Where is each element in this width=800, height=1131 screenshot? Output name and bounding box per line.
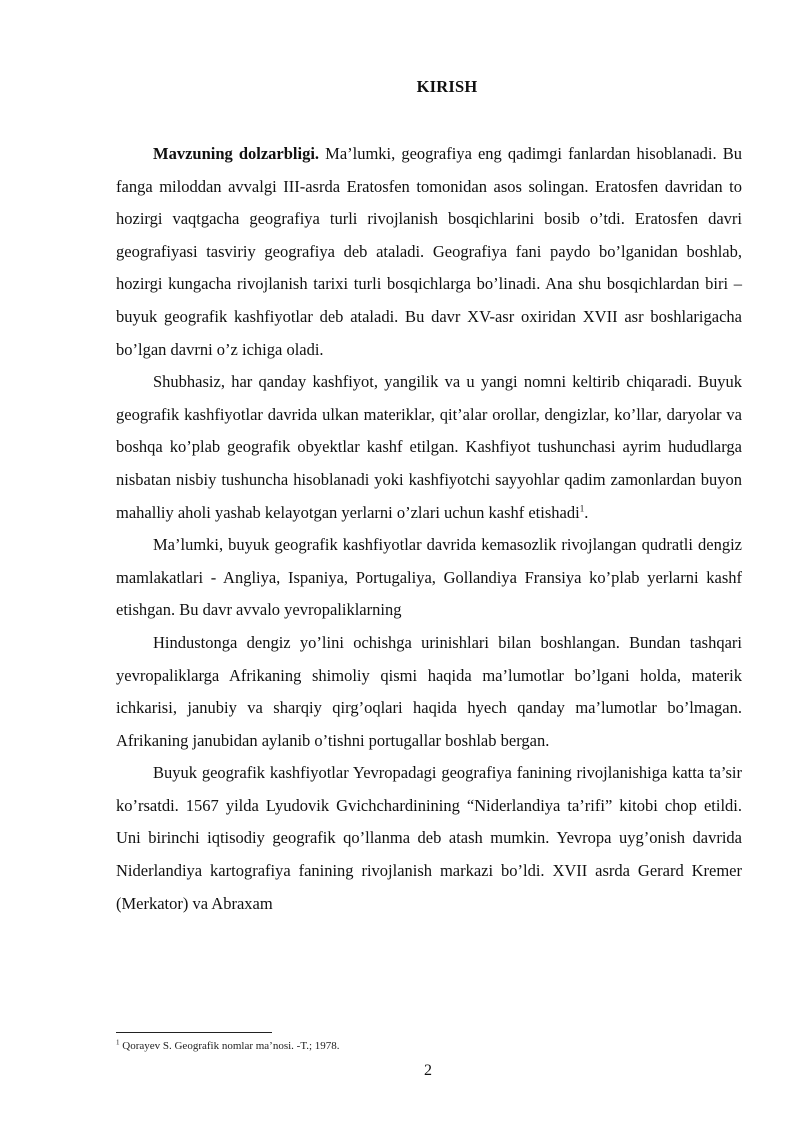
- paragraph-text: Shubhasiz, har qanday kashfiyot, yangilik va u yangi nomni keltirib chiqaradi. Buyuk geografik kashfiyotlar davrida ulkan materiklar, qit’alar orollar, dengizlar, ko’llar, daryolar va boshqa ko’plab geografik obyektlar kashf etilgan. Kashfiyot tushunchasi ayrim hududlarga nisbatan nisbiy tushuncha hisoblanadi yoki kashfiyotchi sayyohlar qadim zamonlardan buyon mahalliy aholi yashab kelayotgan yerlarni o’zlari uchun kashf etishadi: [116, 372, 742, 522]
- paragraph-end: .: [584, 502, 589, 522]
- paragraph-lead: Mavzuning dolzarbligi.: [153, 144, 320, 163]
- page-title: KIRISH: [416, 77, 478, 96]
- paragraph-text: Hindustonga dengiz yo’lini ochishga urinishlari bilan boshlangan. Bundan tashqari yevropaliklarga Afrikaning shimoliy qismi haqida ma’lumotlar bo’lgani holda, materik ichkarisi, janubiy va sharqiy qirg’oqlari haqida hyech qanday ma’lumotlar bo’lmagan. Afrikaning janubidan aylanib o’tishni portugallar boshlab bergan.: [116, 632, 742, 750]
- footnote-mark: 1: [116, 1038, 120, 1047]
- paragraph-relevance: [116, 138, 742, 366]
- paragraph-discovery: [116, 366, 742, 529]
- paragraph-europe-geography: [116, 757, 742, 920]
- footnote-divider: [116, 1032, 272, 1033]
- document-body: [116, 138, 742, 920]
- footnote: [116, 1040, 340, 1052]
- paragraph-india-route: [116, 627, 742, 757]
- paragraph-shipbuilding: [116, 529, 742, 627]
- page-number: 2: [424, 1062, 432, 1079]
- paragraph-text: Buyuk geografik kashfiyotlar Yevropadagi geografiya fanining rivojlanishiga katta ta’sir ko’rsatdi. 1567 yilda Lyudovik Gvichchardinining “Niderlandiya ta’rifi” kitobi chop etildi. Uni birinchi iqtisodiy geografik qo’llanma deb atash mumkin. Yevropa uyg’onish davrida Niderlandiya kartografiya fanining rivojlanish markazi bo’ldi. XVII asrda Gerard Kremer (Merkator) va Abraxam: [116, 763, 742, 913]
- footnote-text: Qorayev S. Geografik nomlar ma’nosi. -T.; 1978.: [119, 1040, 340, 1052]
- paragraph-text: Ma’lumki, buyuk geografik kashfiyotlar davrida kemasozlik rivojlangan qudratli dengiz mamlakatlari - Angliya, Ispaniya, Portugaliya, Gollandiya Fransiya ko’plab yerlarni kashf etishgan. Bu davr avvalo yevropaliklarning: [116, 535, 742, 620]
- footnote-ref[interactable]: 1: [579, 503, 585, 514]
- paragraph-text: Ma’lumki, geografiya eng qadimgi fanlardan hisoblanadi. Bu fanga miloddan avvalgi III-asrda Eratosfen tomonidan asos solingan. Eratosfen davridan to hozirgi vaqtgacha geografiya turli rivojlanish bosqichlarini bosib o’tdi. Eratosfen davri geografiyasi tasviriy geografiya deb ataladi. Geografiya fani paydo bo’lganidan boshlab, hozirgi kungacha rivojlanish tarixi turli bosqichlarga bo’linadi. Ana shu bosqichlardan biri – buyuk geografik kashfiyotlar deb ataladi. Bu davr XV-asr oxiridan XVII asr boshlarigacha bo’lgan davrni o’z ichiga oladi.: [116, 144, 742, 359]
